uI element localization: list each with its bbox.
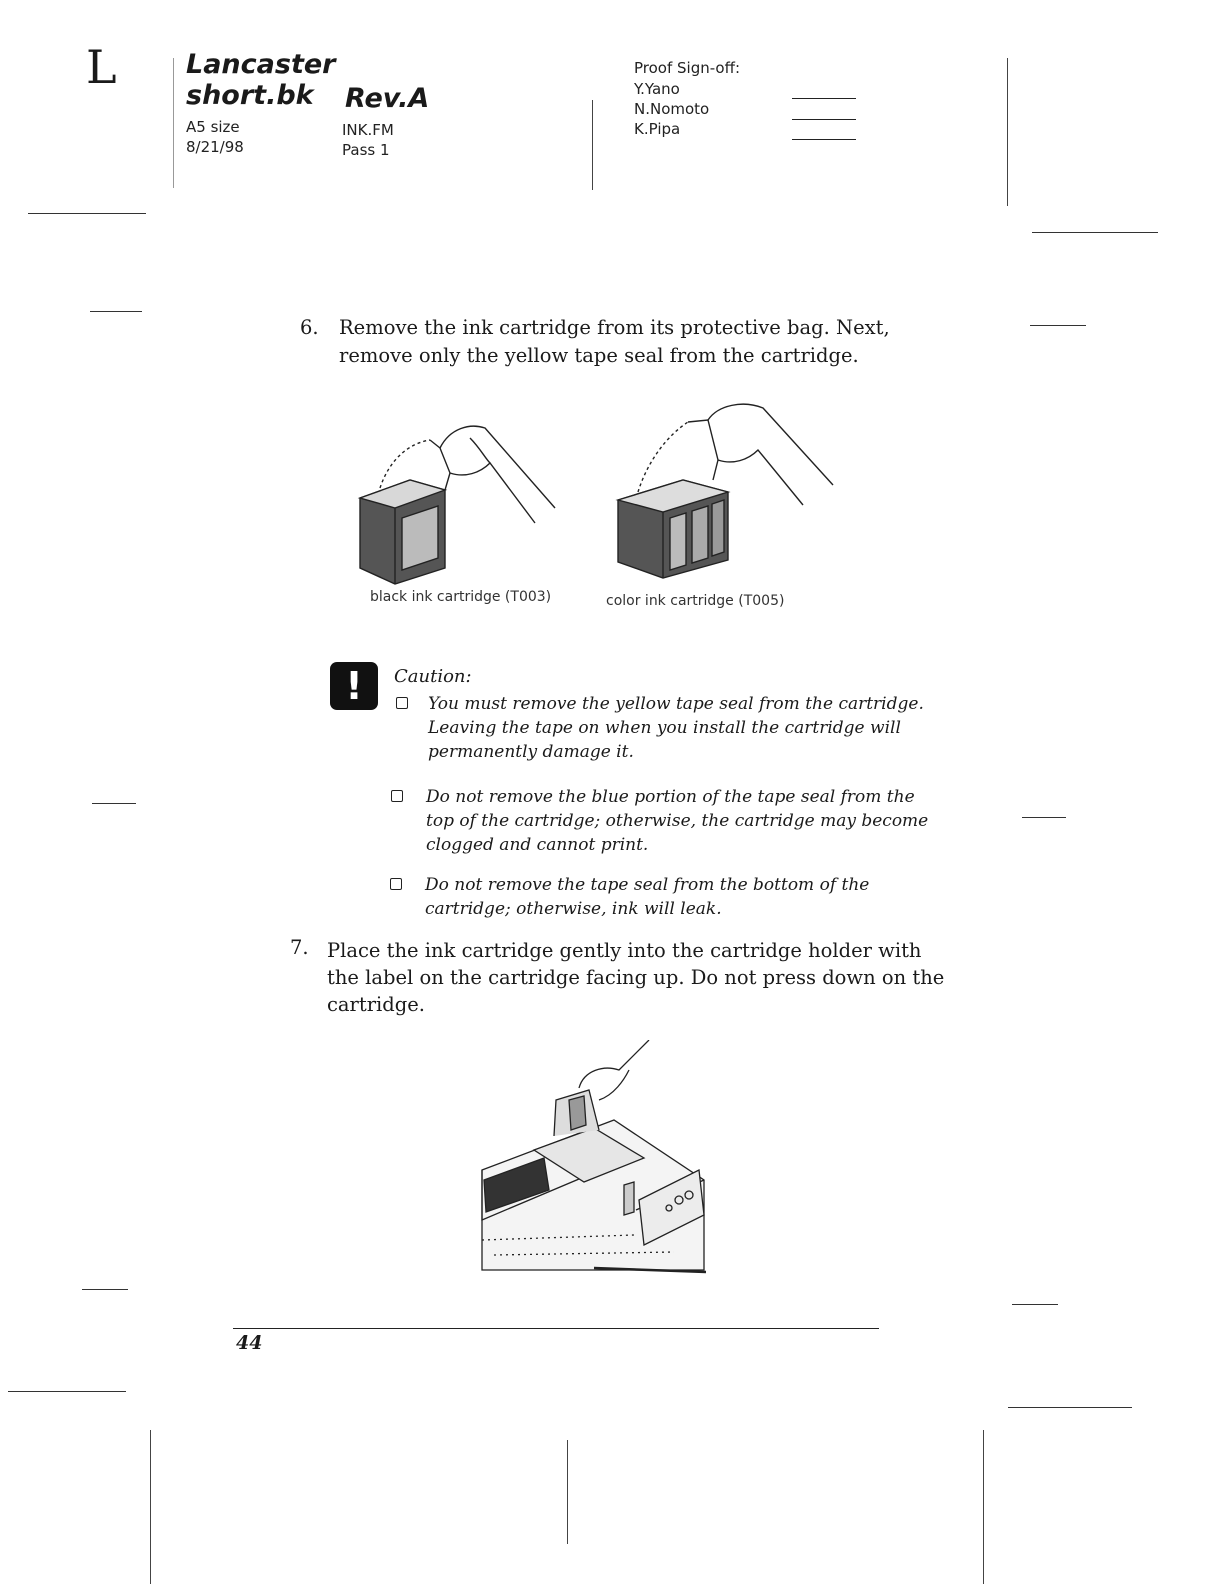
checkbox-bullet [391, 790, 403, 802]
caution-item-line: permanently damage it. [428, 742, 634, 762]
header-rule-middle [592, 100, 593, 190]
crop-mark [90, 311, 142, 312]
caution-item-line: cartridge; otherwise, ink will leak. [425, 899, 722, 919]
step-text-line: remove only the yellow tape seal from the cartridge. [339, 344, 859, 367]
crop-mark [92, 803, 136, 804]
signoff-name-1: Y.Yano [634, 80, 680, 98]
header-rule-left [173, 58, 174, 188]
caution-item-line: Leaving the tape on when you install the cartridge will [428, 718, 901, 738]
exclamation-icon: ! [330, 662, 378, 710]
checkbox-bullet [390, 878, 402, 890]
signoff-name-2: N.Nomoto [634, 100, 710, 118]
step-text-line: the label on the cartridge facing up. Do not press down on the [327, 966, 945, 989]
step-text-line: Place the ink cartridge gently into the cartridge holder with [327, 939, 922, 962]
step-number: 7. [290, 936, 309, 959]
crop-mark [983, 1430, 984, 1584]
crop-mark [8, 1391, 126, 1392]
signoff-line-1 [792, 98, 856, 99]
signoff-line-3 [792, 139, 856, 140]
step-text-line: Remove the ink cartridge from its protective bag. Next, [339, 316, 890, 339]
signoff-name-3: K.Pipa [634, 120, 681, 138]
crop-mark [28, 213, 146, 214]
signoff-title: Proof Sign-off: [634, 59, 740, 77]
page-number: 44 [236, 1332, 263, 1354]
color-cartridge-illustration [608, 400, 848, 580]
crop-mark [1032, 232, 1158, 233]
crop-mark [1022, 817, 1066, 818]
caution-item-line: You must remove the yellow tape seal from the cartridge. [428, 694, 924, 714]
crop-mark [1012, 1304, 1058, 1305]
revision-label: Rev.A [345, 83, 430, 114]
step-number: 6. [300, 316, 319, 339]
proof-date: 8/21/98 [186, 138, 244, 156]
checkbox-bullet [396, 697, 408, 709]
caution-item-line: top of the cartridge; otherwise, the cartridge may become [426, 811, 929, 831]
caution-title: Caution: [394, 666, 472, 687]
book-file: short.bk [186, 80, 314, 111]
header-rule-right [1007, 58, 1008, 206]
printer-install-illustration [474, 1040, 714, 1276]
crop-mark [1008, 1407, 1132, 1408]
crop-mark [150, 1430, 151, 1584]
caution-item-line: Do not remove the blue portion of the tape seal from the [426, 787, 915, 807]
book-title: Lancaster [186, 49, 336, 80]
crop-mark [567, 1440, 568, 1544]
caution-item-line: clogged and cannot print. [426, 835, 649, 855]
caution-item-line: Do not remove the tape seal from the bottom of the [425, 875, 870, 895]
black-cartridge-illustration [350, 418, 570, 588]
corner-mark: L [86, 40, 117, 94]
footer-rule [233, 1328, 879, 1329]
step-text-line: cartridge. [327, 993, 425, 1016]
pass-label: Pass 1 [342, 141, 390, 159]
page-size: A5 size [186, 118, 240, 136]
caption-color-cartridge: color ink cartridge (T005) [606, 593, 785, 609]
signoff-line-2 [792, 119, 856, 120]
crop-mark [82, 1289, 128, 1290]
module-name: INK.FM [342, 121, 394, 139]
caption-black-cartridge: black ink cartridge (T003) [370, 589, 552, 605]
crop-mark [1030, 325, 1086, 326]
